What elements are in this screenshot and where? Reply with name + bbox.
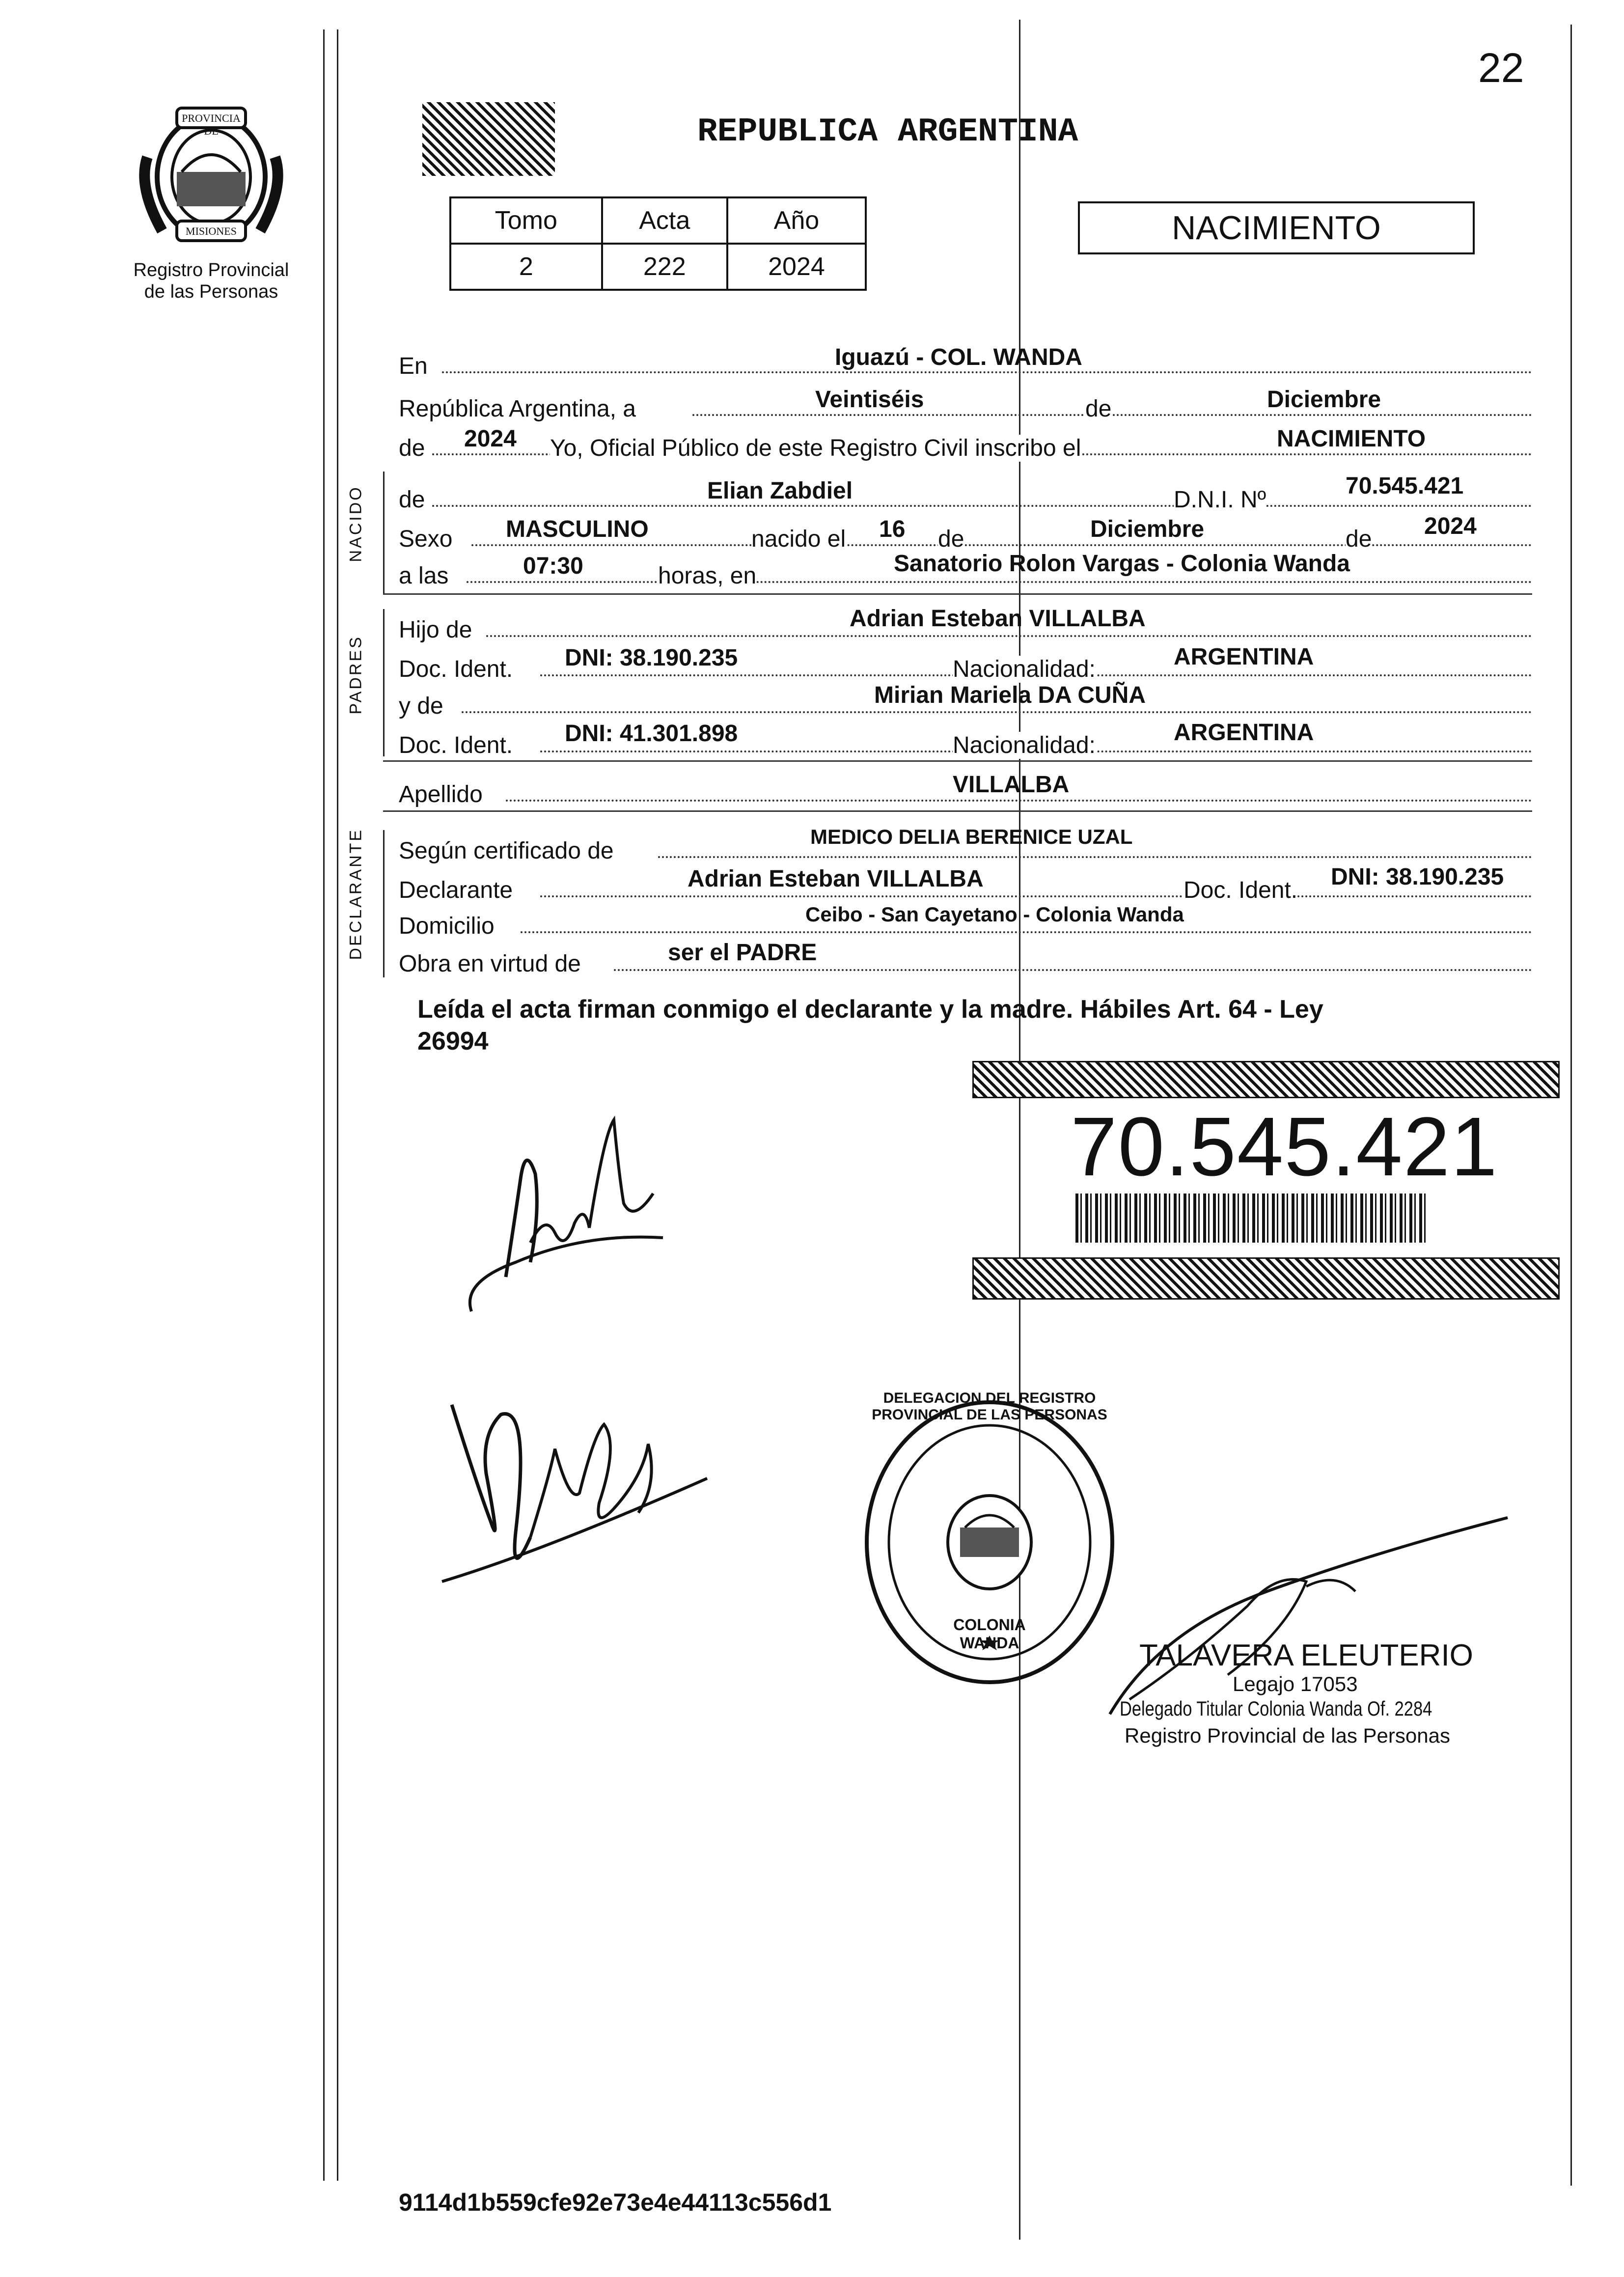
birth-year-value: 2024 xyxy=(1424,513,1477,539)
dots xyxy=(506,800,1532,802)
mother-nationality-value: ARGENTINA xyxy=(1174,720,1314,746)
officer-registry: Registro Provincial de las Personas xyxy=(1125,1724,1450,1747)
officer-name: TALAVERA ELEUTERIO xyxy=(1139,1638,1473,1672)
republica-label: República Argentina, a xyxy=(399,396,636,422)
inscribe-value: NACIMIENTO xyxy=(1277,426,1426,452)
surname-value: VILLALBA xyxy=(953,772,1070,798)
father-doc-value: DNI: 38.190.235 xyxy=(565,645,738,671)
certificado-label: Según certificado de xyxy=(399,838,614,864)
section-bar xyxy=(383,830,385,977)
page-number: 22 xyxy=(1478,45,1524,91)
registry-line-1: Registro Provincial xyxy=(133,260,289,280)
dots xyxy=(540,895,1532,897)
declarant-value: Adrian Esteban VILLALBA xyxy=(688,866,984,892)
child-dni-value: 70.545.421 xyxy=(1346,473,1464,499)
dots xyxy=(467,581,1532,583)
section-divider xyxy=(383,760,1532,762)
apellido-label: Apellido xyxy=(399,781,483,807)
father-nationality-value: ARGENTINA xyxy=(1174,644,1314,670)
dots xyxy=(692,414,1532,416)
padres-section-label: PADRES xyxy=(346,635,365,715)
section-bar xyxy=(383,472,385,594)
section-divider xyxy=(383,593,1532,595)
a-las-label: a las xyxy=(399,563,449,589)
dots xyxy=(462,711,1532,713)
tomo-header: Tomo xyxy=(450,197,602,244)
shield-text-top: PROVINCIA DE xyxy=(182,112,241,137)
officer-role: Delegado Titular Colonia Wanda Of. 2284 xyxy=(1120,1697,1432,1720)
doc-ident-label: Doc. Ident. xyxy=(1184,877,1298,903)
declarante-section-label: DECLARANTE xyxy=(346,828,365,960)
seal-ring-text: DELEGACION DEL REGISTRO PROVINCIAL DE LAS PERSONAS xyxy=(872,1390,1107,1423)
right-edge-line xyxy=(1570,25,1572,2186)
tomo-acta-ano-table xyxy=(449,196,867,291)
birth-time-value: 07:30 xyxy=(523,553,583,579)
dots xyxy=(521,931,1532,933)
registry-seal xyxy=(859,1390,1120,1690)
margin-line xyxy=(323,29,325,2181)
doc-ident-label: Doc. Ident. xyxy=(399,732,513,758)
de2-label: de xyxy=(399,435,425,461)
father-name-value: Adrian Esteban VILLALBA xyxy=(850,606,1146,632)
nacido-section-label: NACIDO xyxy=(346,485,365,562)
registry-name xyxy=(113,259,309,303)
declarante-label: Declarante xyxy=(399,877,513,903)
de-label: de xyxy=(1085,396,1112,422)
y-de-label: y de xyxy=(399,693,443,719)
ano-value: 2024 xyxy=(727,244,866,290)
section-bar xyxy=(383,609,385,756)
seal-inner-text: COLONIA WANDA xyxy=(953,1616,1026,1652)
mother-doc-value: DNI: 41.301.898 xyxy=(565,721,738,747)
sexo-value: MASCULINO xyxy=(506,516,649,542)
declarant-signature xyxy=(457,1115,692,1331)
certificate-value: MEDICO DELIA BERENICE UZAL xyxy=(810,825,1133,848)
dots xyxy=(432,505,1532,507)
yo-label: Yo, Oficial Público de este Registro Civil inscribo el xyxy=(550,435,1081,461)
dots xyxy=(658,856,1532,858)
dots xyxy=(614,969,1532,971)
birth-day-value: 16 xyxy=(879,516,906,542)
province-shield-logo xyxy=(133,98,290,250)
hijo-de-label: Hijo de xyxy=(399,617,472,643)
id-number: 70.545.421 xyxy=(1071,1100,1498,1194)
nacido-el-label: nacido el xyxy=(751,526,846,552)
mother-name-value: Mirian Mariela DA CUÑA xyxy=(874,682,1146,708)
document-hash: 9114d1b559cfe92e73e4e44113c556d1 xyxy=(399,2189,832,2216)
security-strip-bottom xyxy=(972,1257,1560,1300)
birth-month-value: Diciembre xyxy=(1090,516,1205,542)
child-name-value: Elian Zabdiel xyxy=(707,478,853,504)
acta-header: Acta xyxy=(602,197,727,244)
country-title: REPUBLICA ARGENTINA xyxy=(697,113,1078,151)
address-value: Ceibo - San Cayetano - Colonia Wanda xyxy=(805,903,1184,926)
officer-legajo: Legajo 17053 xyxy=(1233,1672,1358,1695)
domicilio-label: Domicilio xyxy=(399,913,495,939)
closing-line-1: Leída el acta firman conmigo el declarante y la madre. Hábiles Art. 64 - Ley xyxy=(417,995,1323,1024)
de-label: de xyxy=(399,487,425,513)
nacionalidad-label: Nacionalidad: xyxy=(953,732,1096,758)
nacionalidad-label: Nacionalidad: xyxy=(953,656,1096,682)
margin-line xyxy=(337,29,338,2181)
day-value: Veintiséis xyxy=(815,387,924,413)
dots xyxy=(486,635,1532,637)
shield-text-bottom: MISIONES xyxy=(186,225,237,237)
location-value: Iguazú - COL. WANDA xyxy=(835,344,1082,370)
dots xyxy=(442,371,1532,373)
barcode xyxy=(1075,1194,1429,1243)
sexo-label: Sexo xyxy=(399,526,453,552)
obra-label: Obra en virtud de xyxy=(399,951,581,977)
security-strip-top xyxy=(972,1061,1560,1098)
month-value: Diciembre xyxy=(1267,387,1381,413)
de-label: de xyxy=(938,526,964,552)
en-label: En xyxy=(399,353,428,379)
ano-header: Año xyxy=(727,197,866,244)
obra-value: ser el PADRE xyxy=(668,940,817,966)
declarant-doc-value: DNI: 38.190.235 xyxy=(1331,864,1504,890)
birth-place-value: Sanatorio Rolon Vargas - Colonia Wanda xyxy=(894,551,1350,577)
de-label: de xyxy=(1346,526,1372,552)
record-type-box: NACIMIENTO xyxy=(1078,201,1475,254)
dni-label: D.N.I. Nº xyxy=(1174,487,1266,513)
acta-value: 222 xyxy=(602,244,727,290)
security-pattern xyxy=(422,102,555,176)
registry-line-2: de las Personas xyxy=(144,281,278,302)
section-divider xyxy=(383,810,1532,812)
year-value: 2024 xyxy=(464,426,517,452)
horas-en-label: horas, en xyxy=(658,563,757,589)
dots xyxy=(471,544,1532,546)
mother-signature xyxy=(432,1375,727,1631)
doc-ident-label: Doc. Ident. xyxy=(399,656,513,682)
closing-line-2: 26994 xyxy=(417,1027,489,1055)
tomo-value: 2 xyxy=(450,244,602,290)
